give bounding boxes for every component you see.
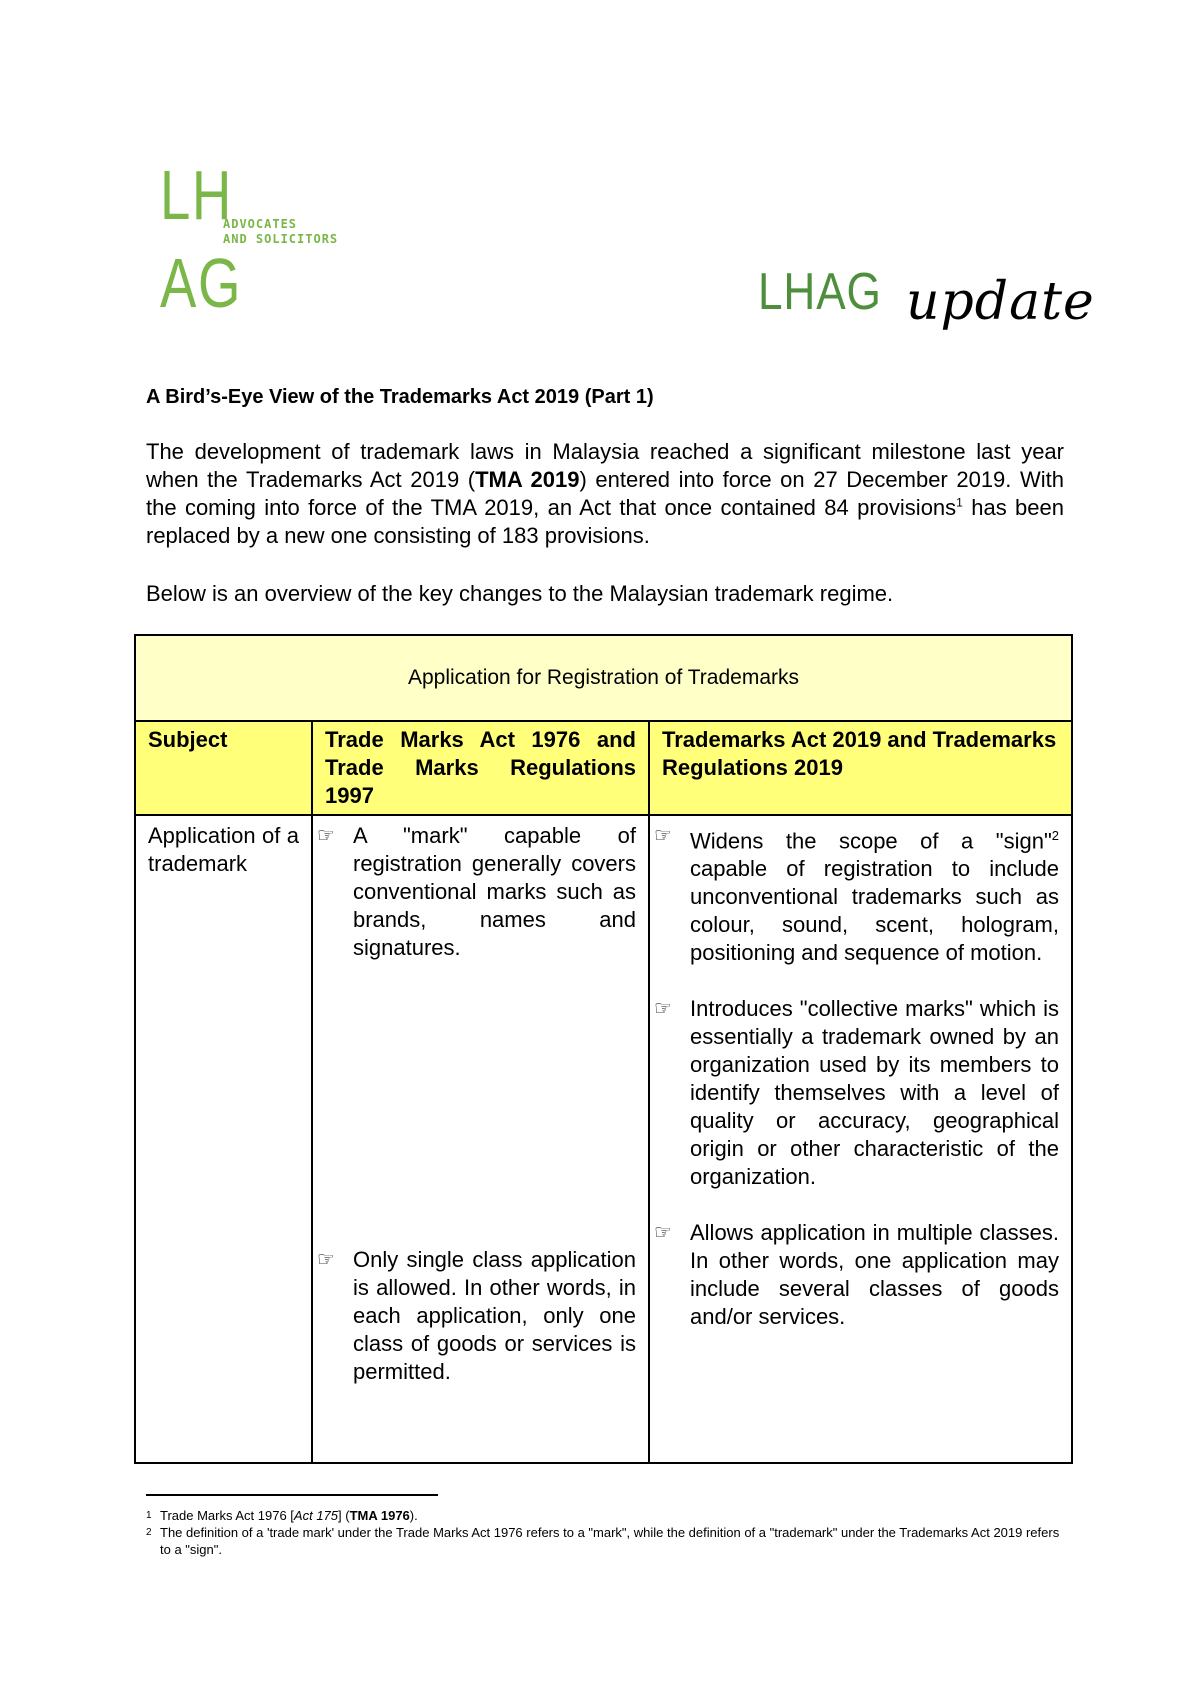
header-old-act: Trade Marks Act 1976 and Trade Marks Regulations 1997 xyxy=(312,721,649,815)
footnote-divider xyxy=(146,1494,438,1496)
update-brand: LHAG xyxy=(758,263,882,321)
fn1-part-c: ). xyxy=(409,1508,418,1523)
fn1-part-b: ] ( xyxy=(338,1508,350,1523)
new-bullet-1-rest: capable of registration to include unconventional trademarks such as colour, sound, scent, hologram, positioning and sequence of motion. xyxy=(690,856,1059,966)
new-bullet-3: Allows application in multiple classes. In other words, one application may include several classes of goods and/or services. xyxy=(690,1220,1059,1330)
pointing-hand-icon: ☞ xyxy=(654,998,672,1021)
new-act-cell xyxy=(649,815,1072,1463)
old-bullet-1: A "mark" capable of registration generally covers conventional marks such as brands, names and signatures. xyxy=(353,823,636,960)
comparison-table xyxy=(134,634,1073,1464)
pointing-hand-icon: ☞ xyxy=(317,825,335,847)
footnote-2 xyxy=(146,1524,1064,1558)
logo-ag: AG xyxy=(160,244,243,322)
list-item xyxy=(654,822,1059,967)
fn1-italic: Act 175 xyxy=(293,1508,339,1523)
fn1-bold: TMA 1976 xyxy=(349,1508,410,1523)
footnote-1 xyxy=(146,1507,1064,1524)
subject-cell: Application of a trademark xyxy=(135,815,312,1463)
table-row xyxy=(135,815,1072,1463)
footnote-ref-1: 1 xyxy=(956,495,963,510)
pointing-hand-icon: ☞ xyxy=(654,1222,672,1245)
cell-spacer xyxy=(313,990,648,1246)
old-act-cell xyxy=(312,815,649,1463)
logo-tagline-2: AND SOLICITORS xyxy=(223,232,339,246)
new-bullet-1 xyxy=(690,822,1059,967)
footnote-2-number: 2 xyxy=(146,1527,152,1538)
list-item xyxy=(654,995,1059,1191)
intro-bold-tma: TMA 2019 xyxy=(475,467,580,492)
new-bullet-2: Introduces "collective marks" which is essentially a trademark owned by an organization used by its members to identify themselves with a level of quality or accuracy, geographical origin or other characteristic of the organization. xyxy=(690,996,1059,1190)
list-item xyxy=(317,1246,636,1386)
update-script: update xyxy=(906,272,1095,332)
intro-paragraph xyxy=(146,438,1064,550)
table-caption: Application for Registration of Trademarks xyxy=(135,635,1072,721)
header-new-act: Trademarks Act 2019 and Trademarks Regulations 2019 xyxy=(649,721,1072,815)
lhag-update-logo xyxy=(758,262,1095,362)
table-header-row xyxy=(135,721,1072,815)
pointing-hand-icon: ☞ xyxy=(317,1249,335,1271)
pointing-hand-icon: ☞ xyxy=(654,825,672,847)
list-item xyxy=(317,822,636,962)
logo-lh: LH xyxy=(160,156,233,234)
header-subject: Subject xyxy=(135,721,312,815)
lhag-logo xyxy=(160,156,360,340)
intro-text-3: has been replaced by a new one consisting of 183 provisions. xyxy=(146,495,1064,548)
fn1-part-a: Trade Marks Act 1976 [ xyxy=(160,1508,294,1523)
intro-text-1: The development of trademark laws in Malaysia reached a significant milestone last year when the Trademarks Act 2019 ( xyxy=(146,439,1064,492)
footnotes xyxy=(146,1507,1064,1558)
overview-paragraph: Below is an overview of the key changes to the Malaysian trademark regime. xyxy=(146,581,894,606)
old-bullet-2: Only single class application is allowed. In other words, in each application, only one class of goods or services is permitted. xyxy=(353,1247,636,1384)
logo-tagline xyxy=(223,217,338,247)
list-item xyxy=(654,1219,1059,1331)
footnote-1-text xyxy=(160,1507,1064,1524)
article-title: A Bird’s-Eye View of the Trademarks Act 2019 (Part 1) xyxy=(146,386,654,408)
intro-text-2: ) entered into force on 27 December 2019. With the coming into force of the TMA 2019, an Act that once contained 84 provisions xyxy=(146,467,1064,520)
logo-tagline-1: ADVOCATES xyxy=(223,217,298,231)
footnote-ref-2: 2 xyxy=(1051,828,1059,843)
new-bullet-1-text: Widens the scope of a "sign" xyxy=(690,828,1052,854)
footnote-2-text: The definition of a 'trade mark' under the Trade Marks Act 1976 refers to a "mark", while the definition of a "trademark" under the Trademarks Act 2019 refers to a "sign". xyxy=(160,1525,1060,1557)
footnote-1-number: 1 xyxy=(146,1510,152,1521)
